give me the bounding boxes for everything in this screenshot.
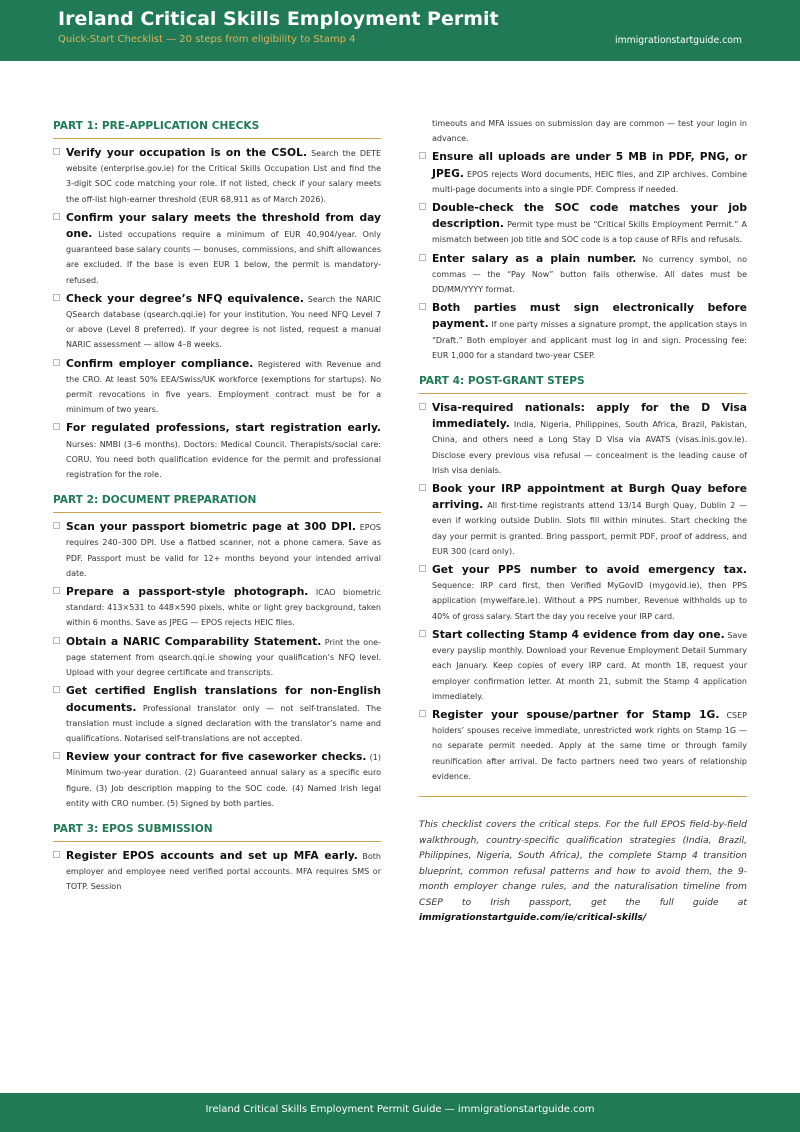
item-body: No currency symbol, no commas — the “Pay Now” button fails otherwise. All dates must be DD/MM/YYYY format.	[432, 254, 748, 295]
checklist-item	[53, 356, 381, 418]
item-body: (1) Minimum two-year duration. (2) Guaranteed annual salary as a specific euro figure. (3) Job description mapping to the SOC code. (4) Named Irish legal entity with CRO number. (5) Signed by both parties.	[66, 753, 381, 808]
part-2-heading: PART 2: DOCUMENT PREPARATION	[53, 494, 381, 513]
item-title: Verify your occupation is on the CSOL.	[66, 146, 308, 159]
item-body: Save every payslip monthly. Download your Revenue Employment Detail Summary each January. Keep copies of every IRP card. At month 18, request your employer confirmation letter. At month 21, submit the Stamp 4 application immediately.	[432, 630, 747, 701]
checkbox-icon[interactable]	[419, 152, 426, 159]
checklist-item	[53, 848, 381, 895]
item-title: Both parties must sign electronically before payment.	[432, 301, 747, 331]
checkbox-icon[interactable]	[53, 752, 60, 759]
checklist-item	[419, 562, 747, 624]
section-divider	[419, 796, 747, 797]
footer-banner	[0, 1093, 800, 1132]
item-body: Both employer and employee need verified portal accounts. MFA requires SMS or TOTP. Session	[66, 851, 381, 892]
part-4-heading: PART 4: POST-GRANT STEPS	[419, 375, 747, 394]
item-title: Review your contract for five caseworker checks.	[66, 750, 367, 764]
item-title: Register EPOS accounts and set up MFA early.	[66, 848, 358, 862]
left-column	[53, 108, 381, 898]
page-title: Ireland Critical Skills Employment Permit	[58, 8, 499, 30]
item-title: Enter salary as a plain number.	[432, 251, 637, 265]
item-title: Confirm employer compliance.	[66, 356, 254, 370]
item-title: Book your IRP appointment at Burgh Quay before arriving.	[432, 482, 747, 512]
item-body: Registered with Revenue and the CRO. At least 50% EEA/Swiss/UK workforce (exemptions for startups). No permit revocations in five years. Employment contract must be for a minimum of two years.	[66, 359, 381, 415]
item-body: Listed occupations require a minimum of EUR 40,904/year. Only guaranteed base salary counts — bonuses, commissions, and shift allowances are excluded. If the base is even EUR 1 below, the permit is mandatory-refused.	[66, 230, 382, 285]
item-title: Obtain a NARIC Comparability Statement.	[66, 634, 322, 648]
checkbox-icon[interactable]	[419, 254, 426, 261]
checklist-item	[53, 291, 381, 353]
checkbox-icon[interactable]	[419, 710, 426, 717]
item-title: Get your PPS number to avoid emergency tax.	[432, 563, 747, 577]
item-body: India, Nigeria, Philippines, South Africa, Brazil, Pakistan, China, and others need a Long Stay D Visa via AVATS (visas.inis.gov.ie). Disclose every previous visa refusal — concealment is the leading cause of Irish visa denials.	[432, 420, 748, 475]
item-body: Permit type must be “Critical Skills Employment Permit.” A mismatch between job title and SOC code is a top cause of RFIs and refusals.	[432, 220, 747, 245]
checkbox-icon[interactable]	[419, 630, 426, 637]
item-title: Register your spouse/partner for Stamp 1G.	[432, 707, 720, 721]
part-3-heading: PART 3: EPOS SUBMISSION	[53, 823, 381, 842]
checklist-item	[53, 584, 381, 631]
guide-link[interactable]: immigrationstartguide.com/ie/critical-skills/	[419, 912, 647, 924]
item-body: EPOS requires 240–300 DPI. Use a flatbed scanner, not a phone camera. Save as PDF. Passport must be valid for 12+ months beyond your intended arrival date.	[66, 523, 381, 578]
checklist-item	[53, 145, 381, 207]
item-body: If one party misses a signature prompt, the application stays in “Draft.” Both employer and applicant must log in and sign. Processing fee: EUR 1,000 for a standard two-year CSEP.	[432, 320, 747, 360]
item-body: EPOS rejects Word documents, HEIC files, and ZIP archives. Combine multi-page documents into a single PDF. Compress if needed.	[432, 169, 747, 194]
header-banner	[0, 0, 800, 61]
footer-text: Ireland Critical Skills Employment Permit Guide — immigrationstartguide.com	[205, 1104, 595, 1115]
checklist-item	[419, 149, 747, 197]
checkbox-icon[interactable]	[419, 203, 426, 210]
item-title: Double-check the SOC code matches your job description.	[432, 201, 747, 231]
item-title: Prepare a passport-style photograph.	[66, 585, 309, 599]
checklist-item	[53, 749, 381, 811]
item-body: Sequence: IRP card first, then Verified MyGovID (mygovid.ie), then PPS application (mywelfare.ie). Without a PPS number, Revenue withholds up to 40% of gross salary. Start the day you receive your IRP card.	[432, 581, 747, 621]
checklist-item	[419, 251, 747, 298]
checkbox-icon[interactable]	[419, 565, 426, 572]
item-title: Get certified English translations for non-English documents.	[66, 684, 381, 714]
item-body: Nurses: NMBI (3–6 months). Doctors: Medical Council. Therapists/social care: CORU. You need both qualification evidence for the permit and professional registration for the role.	[66, 439, 381, 480]
item-title: Start collecting Stamp 4 evidence from day one.	[432, 627, 725, 641]
header-url: immigrationstartguide.com	[615, 35, 742, 46]
item-title: Scan your passport biometric page at 300 DPI.	[66, 520, 356, 534]
item-title: Visa-required nationals: apply for the D Visa immediately.	[432, 401, 747, 431]
item-continuation: timeouts and MFA issues on submission day are common — test your login in advance.	[432, 119, 747, 144]
checkbox-icon[interactable]	[53, 851, 60, 858]
item-title: Ensure all uploads are under 5 MB in PDF, PNG, or JPEG.	[432, 150, 747, 180]
item-body: Search the DETE website (enterprise.gov.ie) for the Critical Skills Occupation List and find the 3-digit SOC code matching your role. If not listed, check if your salary meets the off-list high-earner threshold (EUR 68,911 as of March 2026).	[66, 149, 382, 204]
checkbox-icon[interactable]	[419, 484, 426, 491]
checklist-item	[419, 300, 747, 363]
item-body: Print the one-page statement from qsearch.qqi.ie showing your qualification’s NFQ level. Upload with your degree certificate and transcripts.	[66, 637, 381, 678]
checkbox-icon[interactable]	[419, 303, 426, 310]
checkbox-icon[interactable]	[53, 522, 60, 529]
checkbox-icon[interactable]	[53, 294, 60, 301]
checkbox-icon[interactable]	[53, 686, 60, 693]
item-body: ICAO biometric standard: 413×531 to 448×590 pixels, white or light grey background, taken within 6 months. Save as JPEG — EPOS rejects HEIC files.	[66, 588, 381, 628]
checklist-item	[419, 481, 747, 559]
part-1-heading: PART 1: PRE-APPLICATION CHECKS	[53, 120, 381, 139]
checkbox-icon[interactable]	[419, 403, 426, 410]
checklist-item	[53, 210, 381, 288]
item-body: All first-time registrants attend 13/14 Burgh Quay, Dublin 2 — even if working outside Dublin. Slots fill within minutes. Start checking the day your permit is granted. Bring passport, permit PDF, proof of address, and EUR 300 (card only).	[432, 501, 747, 556]
item-title: Confirm your salary meets the threshold from day one.	[66, 210, 381, 241]
checklist-item	[53, 683, 381, 746]
checkbox-icon[interactable]	[53, 587, 60, 594]
item-body: CSEP holders’ spouses receive immediate, unrestricted work rights on Stamp 1G — no separate permit needed. Apply at the same time or through family reunification after arrival. De facto partners need two years of relationship evidence.	[432, 710, 747, 781]
checkbox-icon[interactable]	[53, 359, 60, 366]
page-subtitle: Quick-Start Checklist — 20 steps from eligibility to Stamp 4	[58, 34, 356, 45]
checklist-item	[53, 519, 381, 581]
item-title: For regulated professions, start registration early.	[66, 421, 381, 435]
checkbox-icon[interactable]	[53, 637, 60, 644]
checkbox-icon[interactable]	[53, 148, 60, 155]
item-body: Search the NARIC QSearch database (qsearch.qqi.ie) for your institution. You need NFQ Level 7 or above (Level 8 preferred). If your degree is not listed, request a manual NARIC assessment — allow 4–8 weeks.	[66, 294, 381, 350]
checklist-item	[53, 420, 381, 482]
checklist-item	[419, 200, 747, 248]
closing-note-text: This checklist covers the critical steps. For the full EPOS field-by-field walkthrough, country-specific qualification strategies (India, Brazil, Philippines, Nigeria, South Africa), the complete Stamp 4 transition blueprint, common refusal patterns and how to avoid them, the 9-month employer change rules, and the naturalisation timeline from CSEP to Irish passport, get the full guide at	[419, 818, 747, 908]
checklist-item	[53, 634, 381, 681]
checklist-item	[419, 627, 747, 704]
checkbox-icon[interactable]	[53, 213, 60, 220]
right-column	[419, 116, 747, 926]
closing-note	[419, 817, 747, 926]
checklist-item	[419, 400, 747, 478]
checkbox-icon[interactable]	[53, 423, 60, 430]
item-title: Check your degree’s NFQ equivalence.	[66, 291, 304, 305]
checklist-item	[419, 707, 747, 784]
item-body: Professional translator only — not self-translated. The translation must include a signed declaration with the translator’s name and qualifications. Notarised self-translations are not accepted.	[66, 703, 381, 743]
